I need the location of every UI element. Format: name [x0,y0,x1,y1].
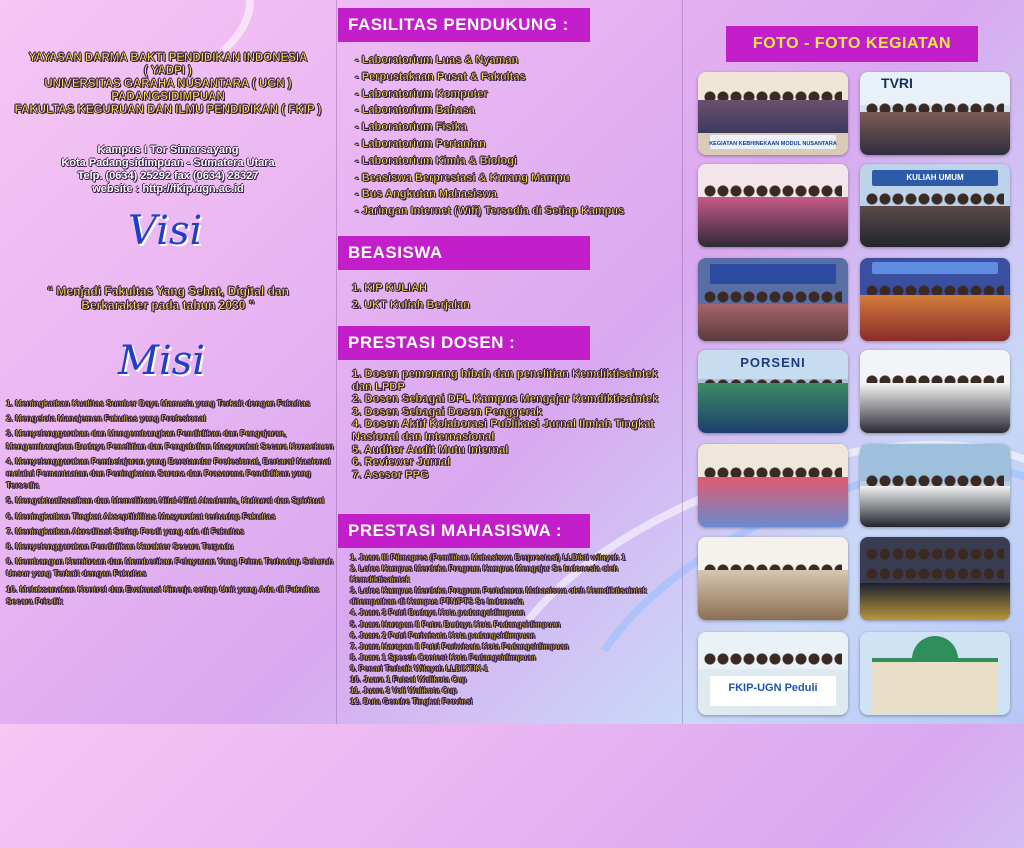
fasilitas-item: - Bus Angkutan Mahasiswa [355,188,498,201]
foto-kegiatan-heading: FOTO - FOTO KEGIATAN [726,26,978,62]
prestasi-mahasiswa-item: 10. Juara 1 Futsal Walikota Cup [350,675,467,685]
fasilitas-item: - Perpustakaan Pusat & Fakultas [355,70,526,83]
prestasi-dosen-list [352,368,678,481]
misi-item: 9. Membangun Kemitraan dan Memberikan Pelayanan Yang Prima Terhadap Seluruh Unsur yang Terkait dengan Fakultas [6,557,334,579]
prestasi-dosen-item: 5. Auditor Audit Mutu Internal [352,443,509,456]
prestasi-mahasiswa-item: 12. Duta Gendre Tingkat Provinsi [350,697,473,707]
prestasi-mahasiswa-heading: PRESTASI MAHASISWA : [338,514,590,548]
visi-text-line1: “ Menjadi Fakultas Yang Sehat, Digital dan [47,284,289,298]
faculty-name: FAKULTAS KEGURUAN DAN ILMU PENDIDIKAN ( FKIP ) [14,104,322,116]
activity-photo [860,164,1010,247]
activity-photo [698,537,848,620]
fasilitas-item: - Beasiswa Berprestasi & Kurang Mampu [355,171,570,184]
mosque-building [872,658,998,714]
photo-caption: KULIAH UMUM [906,173,964,182]
fasilitas-item: - Jaringan Internet (Wifi) Tersedia di Setiap Kampus [355,205,625,218]
prestasi-dosen-item: 4. Dosen Aktif Kolaborasi Publikasi Jurnal Ilmiah Tingkat Nasional dan Internasional [352,418,655,443]
foundation-name: YAYASAN DARMA BAKTI PENDIDIKAN INDONESIA [28,52,308,64]
activity-photo [698,72,848,155]
activity-photo [860,444,1010,527]
prestasi-dosen-item: 2. Dosen Sebagai DPL Kampus Mengajar Kemdiktisaintek [352,393,659,406]
prestasi-mahasiswa-item: 6. Juara 2 Putri Pariwisata Kota padangsidimpuan [350,630,536,640]
website: website : http://fkip.ugn.ac.id [92,183,244,195]
beasiswa-item: 2. UKT Kuliah Berjalan [352,298,470,311]
fasilitas-item: - Laboratorium Bahasa [355,104,475,117]
activity-photo [860,632,1010,715]
activity-photo [698,350,848,433]
fasilitas-item: - Laboratorium Fisika [355,121,467,134]
misi-title: Misi [118,338,206,384]
prestasi-mahasiswa-item: 1. Juara III Pilmapres (Pemilihan Mahasiswa Berprestasi) LLDikti wilayah 1 [350,553,626,562]
misi-list [6,398,334,611]
misi-item: 1. Meningkatkan Kualitas Sumber Daya Manusia yang Terkait dengan Fakultas [6,399,311,408]
fasilitas-list [355,52,624,220]
fasilitas-item: - Laboratorium Pertanian [355,137,486,150]
prestasi-dosen-item: 3. Dosen Sebagai Dosen Penggerak [352,405,543,418]
prestasi-mahasiswa-item: 9. Penari Terbaik Wilayah LLDIKTIK-1 [350,663,488,673]
activity-photo [698,632,848,715]
activity-photo [698,258,848,341]
misi-item: 7. Meningkatkan Akreditasi Setiap Prodi yang ada di Fakultas [6,526,245,536]
beasiswa-heading: BEASISWA [338,236,590,270]
city-name: PADANGSIDIMPUAN [111,91,225,103]
prestasi-dosen-item: 6. Reviewer Jurnal [352,456,451,469]
tvri-logo: TVRI [881,75,913,91]
fasilitas-heading: FASILITAS PENDUKUNG : [338,8,590,42]
fold-line [336,0,337,724]
fasilitas-item: - Laboratorium Luas & Nyaman [355,54,519,66]
misi-item: 10. Melaksanakan Kontrol dan Evakuasi Kinerja setiap Unit yang Ada di Fakultas Secara Priodik [6,584,320,606]
photo-caption: KEGIATAN KEBHINEKAAN MODUL NUSANTARA [709,141,837,147]
fasilitas-item: - Laboratorium Komputer [355,87,488,100]
prestasi-mahasiswa-item: 8. Juara 1 Speech Contest Kota Padangsidimpuan [350,652,536,662]
visi-text-line2: Berkarakter pada tahun 2030 ” [81,298,255,312]
visi-title: Visi [128,208,203,254]
phone-fax: Telp. (0634) 25292 fax (0634) 28327 [77,170,259,182]
misi-item: 2. Mengelola Manajemen Fakultas yang Profesional [6,414,206,424]
beasiswa-item: 1. KIP KULIAH [352,282,427,294]
activity-photo [860,72,1010,155]
prestasi-dosen-item: 7. Asesor PPG [352,468,429,481]
activity-photo [860,537,1010,620]
misi-item: 8. Menyelenggarakan Pendidikan Karakter Secara Terpadu [6,542,234,552]
prestasi-mahasiswa-item: 3. Lolos Kampus Merdeka Program Pertukaran Mahasiswa oleh Kemdiktisaintek ditempatkan di Kampus PTN/PTS Se Indonesia [350,586,647,607]
prestasi-mahasiswa-list [350,552,678,707]
fasilitas-item: - Laboratorium Kimia & Biologi [355,154,517,167]
prestasi-mahasiswa-item: 4. Juara 3 Putri Budaya Kota padangsidimpuan [350,608,525,618]
photo-caption: PORSENI [740,355,806,370]
prestasi-mahasiswa-item: 11. Juara 3 Voli Walikota Cup [350,686,458,696]
misi-item: 6. Meningkatkan Tingkat Akseptibilitas Masyarakat terhadap Fakultas [6,511,276,521]
misi-item: 5. Mengaktualisasikan dan Memelihara Nilai-Nilai Akademis, Kultural dan Spiritual [6,496,325,506]
activity-photo [860,258,1010,341]
prestasi-mahasiswa-item: 2. Lolos Kampus Merdeka Program Kampus Mengajar Se Indonesia oleh Kemdiktisaintek [350,564,619,585]
activity-photo [698,444,848,527]
prestasi-dosen-heading: PRESTASI DOSEN : [338,326,590,360]
photo-caption: FKIP-UGN Peduli [728,682,818,694]
misi-item: 4. Menyelenggarakan Pembelajaran yang Berstandar Profesional, Bertaraf Nasional melalui Pemantaatan dan Peningkatan Sarana dan Prasarana Pendidikan yang Tersedia [6,456,331,491]
fold-line [682,0,683,724]
foundation-abbr: ( YADPI ) [144,65,192,77]
city-address: Kota Padangsidimpuan - Sumatera Utara [61,157,275,169]
prestasi-dosen-item: 1. Dosen pemenang hibah dan penelitian Kemdiktisaintek dan LPDP [352,368,658,393]
activity-photo [860,350,1010,433]
prestasi-mahasiswa-item: 5. Juara Harapan II Putra Budaya Kota Padangsidimpuan [350,619,561,629]
misi-item: 3. Menyelenggarakan dan Mengembangkan Pendidikan dan Pengajaran, Mengembangkan Budaya Penelitian dan Pengabdian Masyarakat Secara Konsekuen [6,429,334,451]
activity-photo [698,164,848,247]
prestasi-mahasiswa-item: 7. Juara Harapan II Putri Pariwisata Kota Padangsidimpuan [350,641,569,651]
beasiswa-list [352,280,470,314]
university-name: UNIVERSITAS GARAHA NUSANTARA ( UGN ) [44,78,292,90]
campus-address: Kampus I Tor Simarsayang [97,144,239,156]
